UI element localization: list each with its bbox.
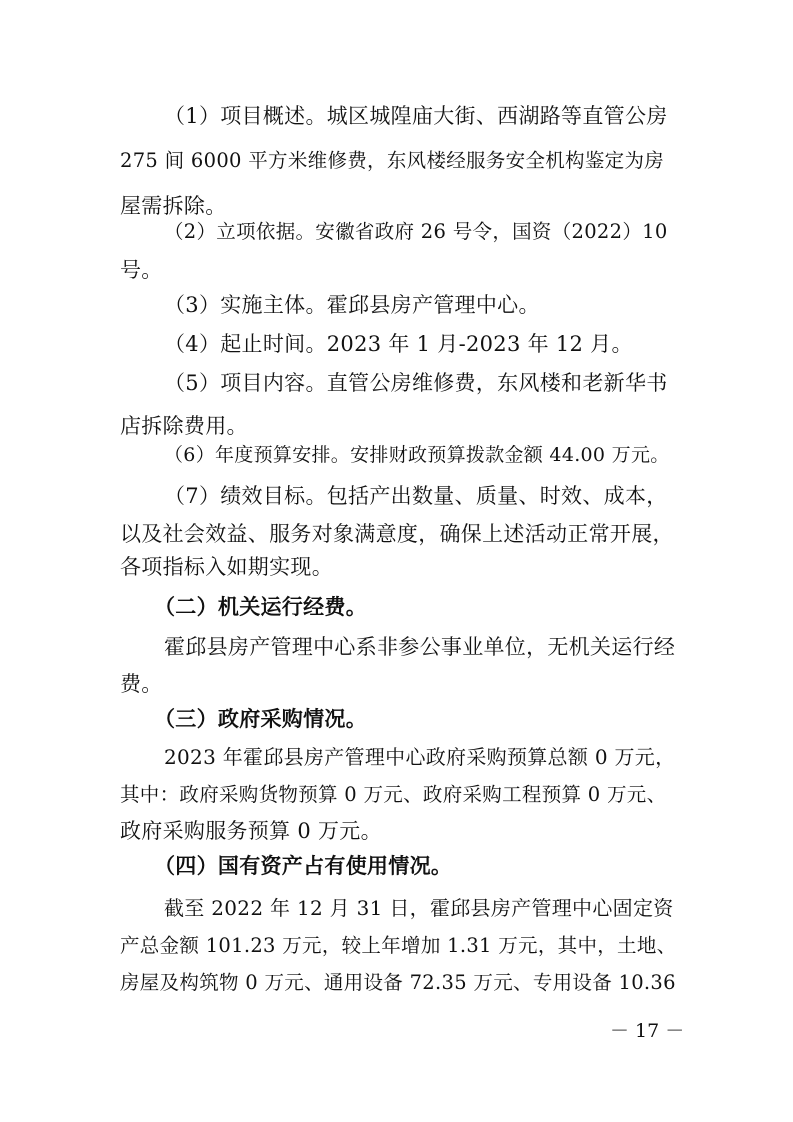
section-3-heading: （三）政府采购情况。	[154, 707, 367, 731]
section-4-text-line-2: 产总金额 101.23 万元，较上年增加 1.31 万元，其中，土地、	[120, 934, 677, 957]
section-3-text-line-1: 2023 年霍邱县房产管理中心政府采购预算总额 0 万元，	[164, 745, 676, 769]
section-4-heading: （四）国有资产占有使用情况。	[154, 854, 453, 878]
item-2-basis-line-2: 号。	[120, 258, 163, 282]
item-1-overview-line-1: （1）项目概述。城区城隍庙大街、西湖路等直管公房	[164, 104, 668, 128]
item-6-budget: （6）年度预算安排。安排财政预算拨款金额 44.00 万元。	[164, 444, 670, 466]
section-4-text-line-3: 房屋及构筑物 0 万元、通用设备 72.35 万元、专用设备 10.36	[120, 971, 676, 994]
section-3-text-line-2: 其中：政府采购货物预算 0 万元、政府采购工程预算 0 万元、	[120, 783, 667, 806]
item-4-period: （4）起止时间。2023 年 1 月-2023 年 12 月。	[164, 332, 633, 356]
item-1-overview-line-3: 屋需拆除。	[120, 194, 227, 218]
section-4-text-line-1: 截至 2022 年 12 月 31 日，霍邱县房产管理中心固定资	[164, 896, 674, 920]
item-1-overview-line-2: 275 间 6000 平方米维修费，东风楼经服务安全机构鉴定为房	[120, 149, 665, 172]
item-2-basis-line-1: （2）立项依据。安徽省政府 26 号令，国资（2022）10	[164, 220, 668, 243]
section-2-heading: （二）机关运行经费。	[154, 595, 367, 619]
item-5-content-line-2: 店拆除费用。	[120, 414, 248, 438]
item-7-goals-line-3: 各项指标入如期实现。	[120, 555, 333, 579]
section-3-text-line-3: 政府采购服务预算 0 万元。	[120, 819, 382, 843]
item-7-goals-line-1: （7）绩效目标。包括产出数量、质量、时效、成本，	[164, 484, 668, 508]
item-7-goals-line-2: 以及社会效益、服务对象满意度，确保上述活动正常开展，	[120, 522, 674, 546]
item-3-implementer: （3）实施主体。霍邱县房产管理中心。	[164, 293, 540, 317]
page-number: － 17 －	[610, 1020, 685, 1042]
section-2-text-line-1: 霍邱县房产管理中心系非参公事业单位，无机关运行经	[164, 635, 676, 659]
item-5-content-line-1: （5）项目内容。直管公房维修费，东风楼和老新华书	[164, 371, 668, 395]
section-2-text-line-2: 费。	[120, 672, 163, 696]
